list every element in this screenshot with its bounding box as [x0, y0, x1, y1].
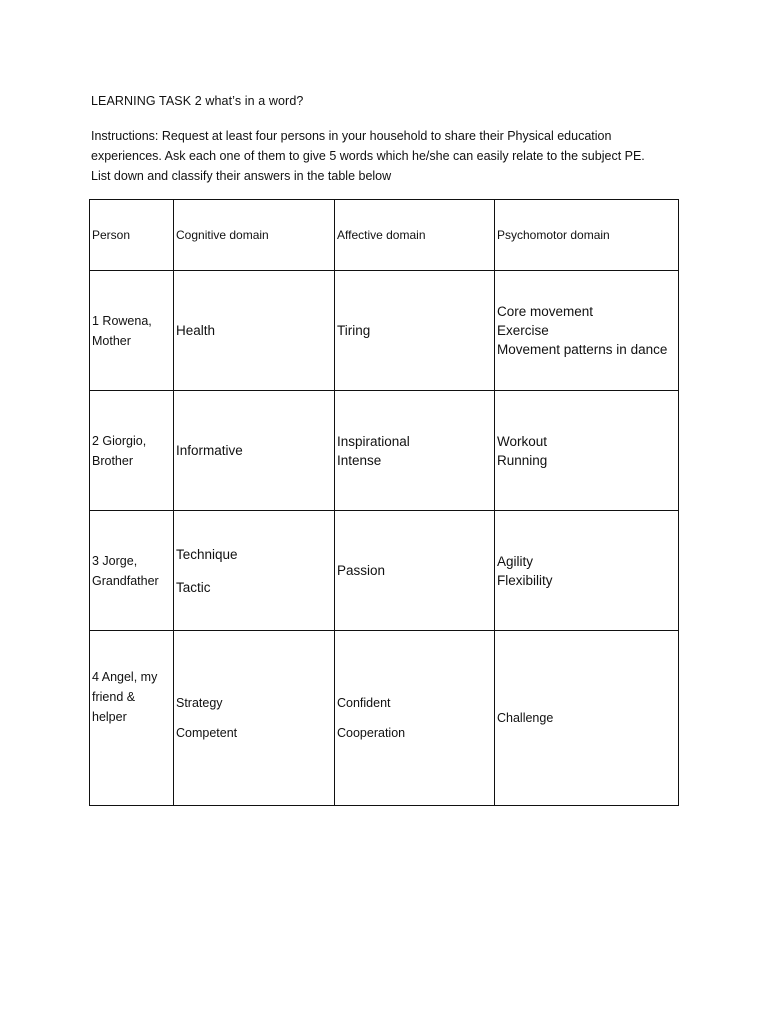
person-cell: 2 Giorgio, Brother: [90, 391, 174, 511]
header-psychomotor-domain: Psychomotor domain: [495, 200, 679, 271]
psychomotor-cell: [495, 631, 679, 806]
affective-word: Passion: [337, 563, 386, 578]
cognitive-word: Tactic: [176, 579, 211, 595]
psychomotor-word: Exercise: [497, 323, 549, 338]
task-instructions: Instructions: Request at least four persons in your household to share their Physical education experiences. Ask each one of them to give 5 words which he/she can easily relate to the subject PE. List down and classify their answers in the table below: [91, 129, 645, 183]
person-cell: 4 Angel, my friend & helper: [90, 631, 174, 806]
psychomotor-cell: [495, 391, 679, 511]
header-affective-domain: Affective domain: [335, 200, 495, 271]
header-cognitive-domain: Cognitive domain: [174, 200, 335, 271]
cognitive-cell: [174, 511, 335, 631]
table-row: [90, 511, 679, 631]
psychomotor-word: Agility: [497, 553, 534, 569]
header-person: Person: [90, 200, 174, 271]
cognitive-cell: [174, 631, 335, 806]
psychomotor-word: Core movement: [497, 304, 594, 319]
cognitive-cell: [174, 391, 335, 511]
cognitive-word: Competent: [176, 726, 238, 740]
table-row: [90, 631, 679, 806]
affective-word: Intense: [337, 452, 382, 468]
person-cell: 1 Rowena, Mother: [90, 271, 174, 391]
psychomotor-word: Flexibility: [497, 572, 553, 588]
person-cell: 3 Jorge, Grandfather: [90, 511, 174, 631]
table-header-row: [90, 200, 679, 271]
affective-word: Inspirational: [337, 433, 410, 449]
domain-table: [89, 199, 679, 806]
affective-word: Tiring: [337, 323, 371, 338]
cognitive-word: Health: [176, 323, 216, 338]
task-title: LEARNING TASK 2 what’s in a word?: [91, 94, 304, 108]
psychomotor-cell: [495, 271, 679, 391]
psychomotor-word: Running: [497, 452, 548, 468]
psychomotor-word: Workout: [497, 433, 548, 449]
cognitive-word: Technique: [176, 546, 238, 562]
psychomotor-cell: [495, 511, 679, 631]
affective-word: Cooperation: [337, 726, 406, 740]
affective-word: Confident: [337, 696, 391, 710]
psychomotor-word: Challenge: [497, 711, 554, 725]
affective-cell: [335, 271, 495, 391]
cognitive-word: Informative: [176, 443, 243, 458]
table-row: [90, 391, 679, 511]
cognitive-word: Strategy: [176, 696, 223, 710]
affective-cell: [335, 391, 495, 511]
affective-cell: [335, 511, 495, 631]
affective-cell: [335, 631, 495, 806]
table-row: [90, 271, 679, 391]
cognitive-cell: [174, 271, 335, 391]
psychomotor-word: Movement patterns in dance: [497, 342, 668, 357]
